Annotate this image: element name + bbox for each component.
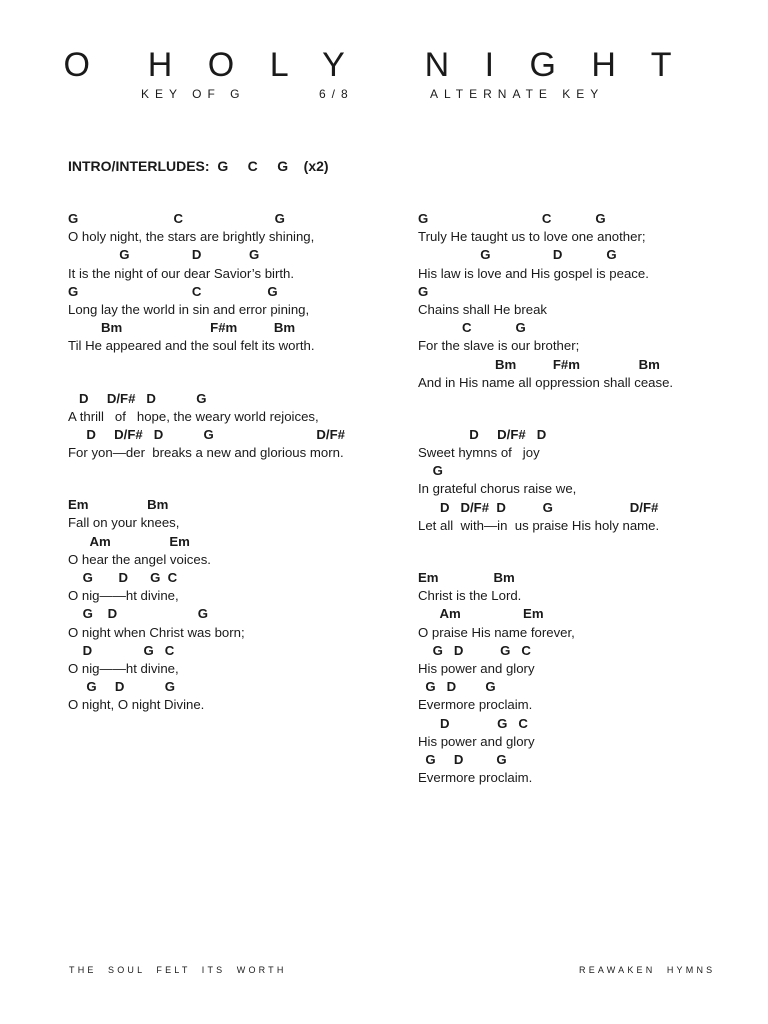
alternate-key-label: ALTERNATE KEY: [430, 87, 605, 101]
chord-line: Em Bm: [418, 570, 515, 585]
time-signature: 6/8: [319, 87, 354, 101]
lyric-line: Christ is the Lord.: [418, 588, 522, 604]
lyric-line: His law is love and His gospel is peace.: [418, 265, 649, 281]
lyric-line: O night, O night Divine.: [68, 697, 205, 713]
chord-line: G D G: [68, 679, 175, 695]
lyric-line: O night when Christ was born;: [68, 624, 245, 640]
lyric-line: His power and glory: [418, 660, 535, 676]
verse-section: [68, 210, 345, 356]
chord-line: G D G C: [68, 570, 178, 585]
lyric-line: Sweet hymns of joy: [418, 445, 540, 461]
chord-line: D D/F# D G D/F#: [418, 499, 659, 515]
lyric-line: For yon—der breaks a new and glorious morn.: [68, 445, 344, 461]
chord-line: Em Bm: [68, 497, 169, 513]
lyric-line: Let all with—in us praise His holy name.: [418, 517, 660, 533]
lyric-line: Long lay the world in sin and error pining,: [68, 301, 310, 317]
footer-tagline: THE SOUL FELT ITS WORTH: [69, 965, 287, 975]
lyric-line: Truly He taught us to love one another;: [418, 229, 646, 245]
lyric-line: A thrill of hope, the weary world rejoices,: [68, 408, 319, 424]
left-column: [68, 210, 345, 749]
lyric-line: Evermore proclaim.: [418, 770, 533, 786]
footer-publisher: REAWAKEN HYMNS: [579, 965, 716, 975]
verse-section: [418, 426, 673, 535]
intro-chords: INTRO/INTERLUDES: G C G (x2): [68, 158, 329, 174]
lyric-line: It is the night of our dear Savior’s birth.: [68, 265, 295, 281]
lyric-line: His power and glory: [418, 733, 535, 749]
chord-line: D G C: [68, 642, 175, 658]
lyric-line: In grateful chorus raise we,: [418, 481, 577, 497]
lyric-line: O nig——ht divine,: [68, 660, 179, 676]
chord-line: G: [418, 283, 429, 299]
chord-line: Am Em: [418, 606, 544, 622]
lyric-line: Evermore proclaim.: [418, 697, 533, 713]
lyric-line: O nig——ht divine,: [68, 588, 179, 604]
song-key: KEY OF G: [141, 87, 246, 101]
chord-line: D D/F# D G: [68, 390, 207, 406]
chord-line: Am Em: [68, 533, 190, 549]
chord-line: C G: [418, 320, 526, 336]
lyric-line: O holy night, the stars are brightly shining,: [68, 229, 315, 245]
chord-line: D D/F# D G D/F#: [68, 426, 345, 442]
chord-line: G D G: [68, 606, 208, 622]
verse-section: [418, 210, 673, 392]
lyric-line: O hear the angel voices.: [68, 551, 211, 567]
right-column: [418, 210, 673, 821]
chord-line: G D G C: [418, 642, 531, 658]
chord-line: D G C: [418, 715, 528, 731]
verse-section: [418, 569, 673, 787]
lyric-line: Fall on your knees,: [68, 515, 180, 531]
chord-line: G C G: [418, 211, 606, 226]
chord-line: G D G: [68, 247, 260, 263]
song-title: O H O L Y N I G H T: [63, 46, 685, 84]
chord-line: G: [418, 463, 443, 479]
lyric-line: For the slave is our brother;: [418, 338, 580, 354]
verse-section: [68, 390, 345, 463]
verse-section: [68, 496, 345, 714]
lyric-line: Chains shall He break: [418, 301, 548, 317]
lyric-line: Til He appeared and the soul felt its worth.: [68, 338, 315, 354]
chord-line: G D G: [418, 679, 496, 695]
chord-line: G D G: [418, 751, 507, 767]
lyric-line: O praise His name forever,: [418, 624, 575, 640]
chord-line: Bm F#m Bm: [418, 356, 660, 372]
chord-line: Bm F#m Bm: [68, 320, 296, 336]
chord-line: D D/F# D: [418, 426, 547, 442]
chord-line: G D G: [418, 247, 617, 263]
lyric-line: And in His name all oppression shall cease.: [418, 374, 674, 390]
chord-line: G C G: [68, 283, 278, 299]
chord-line: G C G: [68, 211, 285, 226]
